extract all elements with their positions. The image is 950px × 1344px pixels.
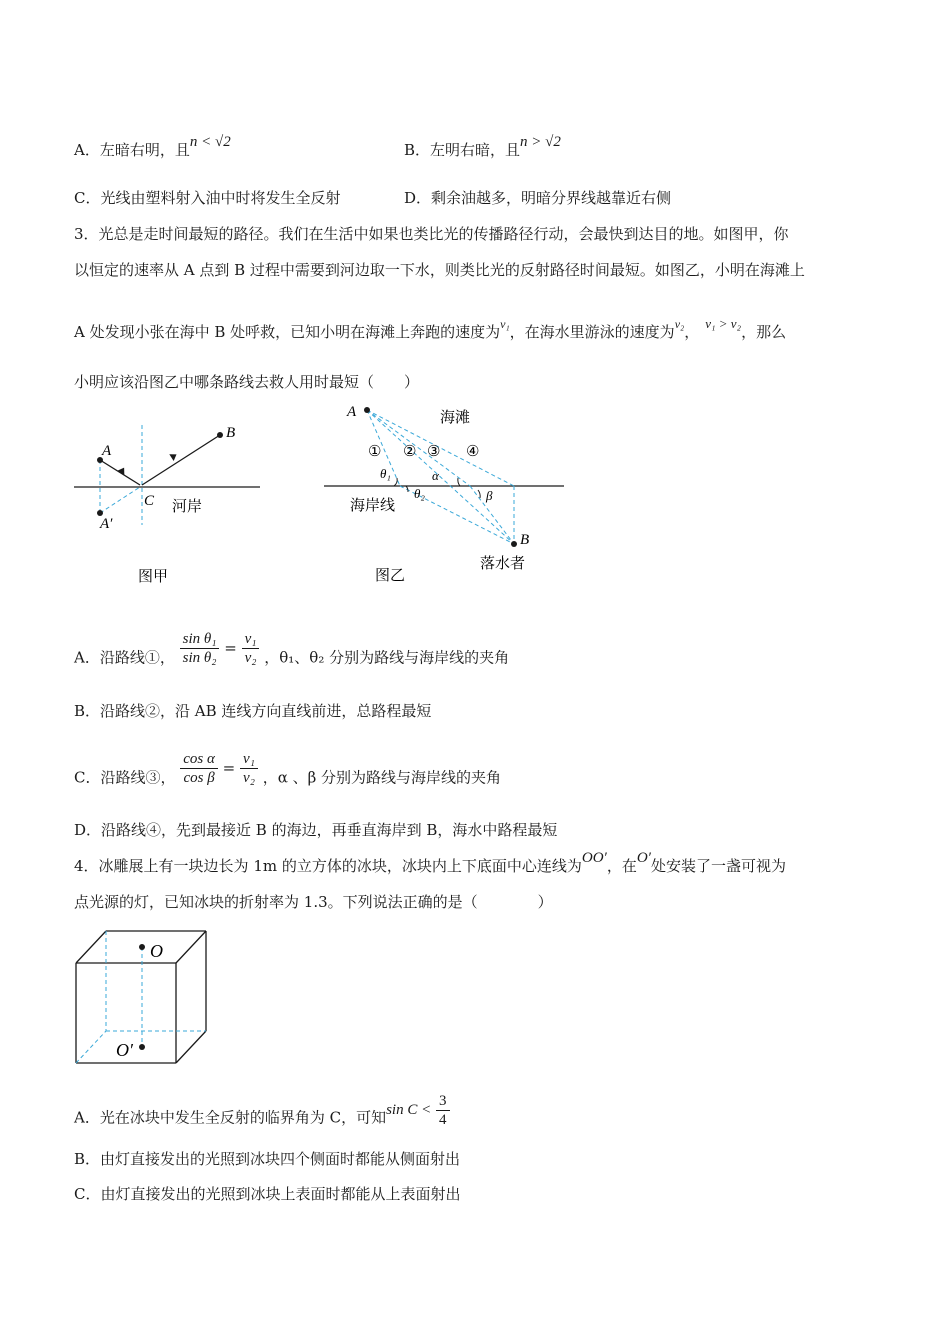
image-ray-line [100, 487, 140, 513]
label-o: O [150, 941, 163, 961]
q2-option-b-text: B．左明右暗，且 [404, 141, 521, 159]
q2-option-d: D．剩余油越多，明暗分界线越靠近右侧 [404, 189, 672, 207]
q3-option-a-fraction-2 [242, 630, 260, 667]
q4-line-1-c: 处安装了一盏可视为 [650, 857, 786, 875]
q3-v2: v₂ [674, 317, 685, 331]
incident-ray [100, 460, 140, 485]
label-a: A [102, 443, 112, 459]
q4-line-1-b: ，在 [606, 857, 637, 875]
route-label-2: ② [403, 444, 417, 460]
q4-option-a-frac-num: 3 [436, 1092, 450, 1111]
caption-jia: 图甲 [138, 569, 169, 585]
cube-top-right-edge [176, 931, 206, 963]
q3-option-d: D．沿路线④，先到最接近 B 的海边，再垂直海岸到 B，海水中路程最短 [74, 821, 558, 839]
q3-line-3: A 处发现小张在海中 B 处呼救，已知小明在海滩上奔跑的速度为$^{v_1}$，在海水里游泳的速度为$^{v_2}$， v₁ > v₂，那么 [74, 316, 787, 341]
q3-line-3-c: ，那么 [741, 323, 787, 341]
q3-option-c-suffix: ，α 、β 分别为路线与海岸线的夹角 [262, 768, 502, 787]
q4-option-a [74, 1093, 450, 1137]
q4-option-b: B．由灯直接发出的光照到冰块四个侧面时都能从侧面射出 [74, 1150, 461, 1168]
q3-line-3-a: A 处发现小张在海中 B 处呼救，已知小明在海滩上奔跑的速度为 [74, 323, 501, 341]
q3-line-2: 以恒定的速率从 A 点到 B 过程中需要到河边取一下水，则类比光的反射路径时间最短。如图乙，小明在海滩上 [74, 261, 805, 279]
angle-theta1: θ₁ [380, 466, 391, 481]
q3-line-3-b: ，在海水里游泳的速度为 [509, 323, 675, 341]
q3-option-a-frac2-num: v₁ [242, 630, 260, 649]
q3-option-c-frac2-num: v₁ [240, 750, 258, 769]
q2-option-a [74, 134, 231, 161]
cube-top-left-edge [76, 931, 106, 963]
cube-hidden-bottom-left [76, 1031, 106, 1063]
figure-jia [60, 415, 280, 595]
figure-ice-cube [70, 925, 220, 1070]
q3-line-1: 3．光总是走时间最短的路径。我们在生活中如果也类比光的传播路径行动，会最快到达目的地。如图甲，你 [74, 225, 789, 243]
q2-option-a-math: n < √2 [189, 134, 231, 150]
q4-line-2: 点光源的灯，已知冰块的折射率为 1.3。下列说法正确的是（ ） [74, 893, 553, 911]
caption-yi: 图乙 [375, 568, 406, 584]
q3-option-a-prefix: A．沿路线①， [74, 648, 175, 667]
q4-option-a-fraction [436, 1092, 450, 1129]
angle-theta2: θ₂ [414, 486, 425, 501]
shore-label: 海岸线 [350, 498, 396, 514]
q3-v1: v₁ [500, 317, 510, 331]
alpha-arc [458, 478, 460, 486]
reflected-arrow-icon [169, 451, 178, 461]
q4-option-c: C．由灯直接发出的光照到冰块上表面时都能从上表面射出 [74, 1185, 461, 1203]
q4-o-prime: O′ [636, 850, 651, 866]
q3-option-c-fraction-2 [240, 750, 258, 787]
q4-option-a-math: sin C < [386, 1101, 432, 1118]
q3-option-a-frac-den: sin θ₂ [182, 650, 217, 666]
point-b-dot [217, 432, 223, 438]
point-b-dot [511, 541, 517, 547]
q3-option-c: C．沿路线③， $\frac{\text{cos α}}{\text{cos β}}$ = $\frac{\text{v₁}}{\text{v₂}}$ ，α 、β 分别为路线与海岸线的夹角 [74, 751, 502, 787]
cube-bottom-right-edge [176, 1031, 206, 1063]
q3-option-a-suffix: ，θ₁、θ₂ 分别为路线与海岸线的夹角 [264, 648, 510, 667]
label-a-prime: A′ [100, 516, 113, 532]
q3-option-c-prefix: C．沿路线③， [74, 768, 176, 787]
q3-option-c-frac2-den: v₂ [243, 770, 255, 786]
q2-option-b [404, 134, 561, 161]
route-label-4: ④ [466, 444, 480, 460]
q3-option-c-frac-num: cos α [180, 750, 218, 769]
q3-option-b: B．沿路线②，沿 AB 连线方向直线前进，总路程最短 [74, 702, 432, 720]
angle-alpha: α [432, 468, 439, 483]
route-label-1: ① [368, 444, 382, 460]
q3-option-a-frac2-den: v₂ [244, 650, 257, 666]
q4-line-1-a: 4．冰雕展上有一块边长为 1m 的立方体的冰块，冰块内上下底面中心连线为 [74, 857, 582, 875]
reflected-ray [142, 435, 220, 485]
drowning-label: 落水者 [480, 556, 526, 572]
label-b: B [520, 532, 530, 548]
label-a: A [347, 404, 357, 420]
q4-option-a-text: A．光在冰块中发生全反射的临界角为 C，可知 [74, 1108, 387, 1127]
q4-line-1 [74, 850, 786, 877]
q3-option-a-fraction [180, 630, 220, 667]
q3-velocity-condition: v₁ > v₂ [705, 316, 742, 331]
label-c: C [144, 493, 155, 509]
q4-oo-prime: OO′ [581, 850, 607, 866]
angle-beta: β [486, 488, 493, 503]
point-a-dot [364, 407, 370, 413]
q3-option-c-frac-den: cos β [183, 770, 215, 786]
route-label-3: ③ [427, 444, 441, 460]
theta2-arc [406, 486, 408, 492]
label-o-prime: O′ [116, 1040, 133, 1060]
q3-option-c-fraction [180, 750, 218, 787]
beach-label: 海滩 [440, 410, 471, 426]
bank-label: 河岸 [172, 499, 203, 515]
incident-arrow-icon [118, 465, 128, 474]
q3-line-4: 小明应该沿图乙中哪条路线去救人用时最短（ ） [74, 373, 420, 391]
q4-option-a-frac-den: 4 [439, 1112, 447, 1128]
label-b: B [226, 425, 236, 441]
point-o-prime-dot [139, 1044, 145, 1050]
beta-arc [478, 490, 480, 498]
point-o-dot [139, 944, 145, 950]
q3-option-a: A．沿路线①， $\frac{\text{sin θ₁}}{\text{sin θ₂}}$ = $\frac{\text{v₁}}{\text{v₂}}$ ，θ₁、θ₂ 分别为路线与海岸线的夹角 [74, 631, 510, 667]
q2-option-c: C．光线由塑料射入油中时将发生全反射 [74, 189, 341, 207]
q2-option-b-math: n > √2 [520, 134, 561, 150]
q3-option-a-frac-num: sin θ₁ [180, 630, 220, 649]
figure-yi [320, 398, 580, 598]
theta1-arc [394, 478, 397, 486]
q2-option-a-text: A．左暗右明，且 [74, 141, 190, 159]
